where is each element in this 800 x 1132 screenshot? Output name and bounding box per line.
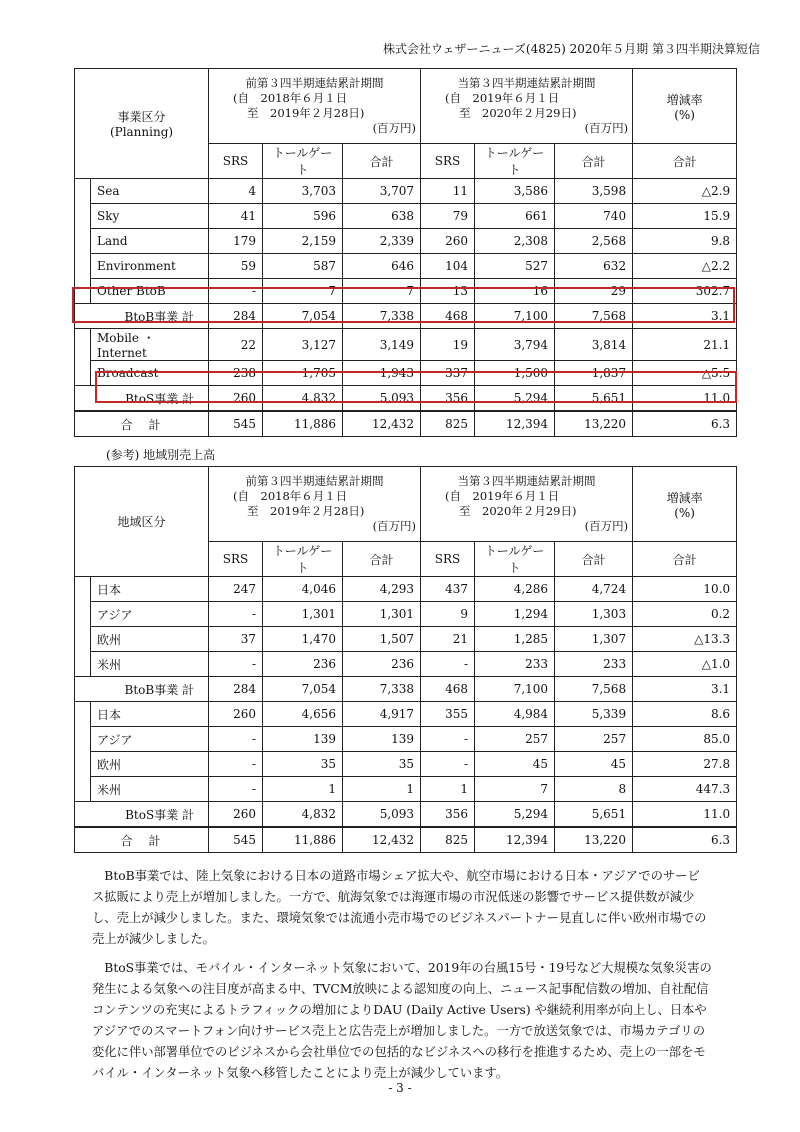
col-total: 合計 bbox=[633, 144, 737, 179]
segment-subheader: (Planning) bbox=[109, 125, 174, 139]
cell-c-tot: 632 bbox=[555, 254, 633, 279]
col-srs: SRS bbox=[421, 144, 475, 179]
cell-rate: 15.9 bbox=[633, 204, 737, 229]
cell-rate: 11.0 bbox=[633, 802, 737, 828]
subtotal-label: BtoB事業 計 bbox=[75, 677, 209, 702]
cell-rate: 9.8 bbox=[633, 229, 737, 254]
row-label: Mobile ・ Internet bbox=[91, 329, 209, 361]
cell-c-tot: 1,307 bbox=[555, 627, 633, 652]
row-label: Broadcast bbox=[91, 361, 209, 386]
col-tollgate: トールゲート bbox=[475, 542, 555, 577]
cell-p-srs: 22 bbox=[209, 329, 263, 361]
segment-header-cell bbox=[75, 69, 209, 179]
row-label: Environment bbox=[91, 254, 209, 279]
cell-p-srs: 4 bbox=[209, 179, 263, 204]
cell-p-tg: 1,301 bbox=[263, 602, 343, 627]
grand-label: 合 計 bbox=[75, 827, 209, 853]
indent-cell bbox=[75, 602, 91, 627]
cell-c-tot: 2,568 bbox=[555, 229, 633, 254]
cell-p-tg: 1,470 bbox=[263, 627, 343, 652]
cell-p-tot: 7,338 bbox=[343, 304, 421, 329]
cell-c-tot: 3,598 bbox=[555, 179, 633, 204]
cell-c-tg: 12,394 bbox=[475, 827, 555, 853]
cell-p-tg: 3,127 bbox=[263, 329, 343, 361]
cell-c-tg: 4,286 bbox=[475, 577, 555, 602]
cell-c-srs: 260 bbox=[421, 229, 475, 254]
grand-label: 合 計 bbox=[75, 411, 209, 437]
cell-p-tot: 1,301 bbox=[343, 602, 421, 627]
row-label: Other BtoB bbox=[91, 279, 209, 304]
table-row bbox=[75, 702, 737, 727]
table-row bbox=[75, 229, 737, 254]
cell-c-srs: 468 bbox=[421, 304, 475, 329]
btob-rows bbox=[75, 179, 737, 304]
col-total: 合計 bbox=[555, 542, 633, 577]
prev-period-header: 前第３四半期連結累計期間 (自 2018年６月１日 至 2019年２月28日) (百万円) bbox=[209, 467, 421, 542]
col-srs: SRS bbox=[209, 144, 263, 179]
cell-p-tot: 5,093 bbox=[343, 802, 421, 828]
cell-p-tot: 2,339 bbox=[343, 229, 421, 254]
col-srs: SRS bbox=[209, 542, 263, 577]
cell-p-srs: 59 bbox=[209, 254, 263, 279]
cell-c-srs: 337 bbox=[421, 361, 475, 386]
cell-rate: 27.8 bbox=[633, 752, 737, 777]
prev-period-header: 前第３四半期連結累計期間 (自 2018年６月１日 至 2019年２月28日) (百万円) bbox=[209, 69, 421, 144]
cell-rate: 6.3 bbox=[633, 827, 737, 853]
cell-p-tg: 1 bbox=[263, 777, 343, 802]
indent-cell bbox=[75, 179, 91, 204]
cell-p-tg: 236 bbox=[263, 652, 343, 677]
cell-c-tot: 5,651 bbox=[555, 802, 633, 828]
subtotal-label: BtoS事業 計 bbox=[75, 386, 209, 412]
btos-highlight-box bbox=[95, 371, 737, 403]
col-total: 合計 bbox=[555, 144, 633, 179]
curr-period-header: 当第３四半期連結累計期間 (自 2019年６月１日 至 2020年２月29日) (百万円) bbox=[421, 467, 633, 542]
cell-c-srs: 19 bbox=[421, 329, 475, 361]
row-label: Sky bbox=[91, 204, 209, 229]
cell-p-srs: - bbox=[209, 602, 263, 627]
cell-p-tg: 11,886 bbox=[263, 827, 343, 853]
indent-cell bbox=[75, 777, 91, 802]
cell-p-srs: 247 bbox=[209, 577, 263, 602]
cell-rate: 3.1 bbox=[633, 677, 737, 702]
cell-c-srs: 1 bbox=[421, 777, 475, 802]
cell-p-tg: 3,703 bbox=[263, 179, 343, 204]
subtotal-row bbox=[75, 802, 737, 828]
cell-c-tg: 661 bbox=[475, 204, 555, 229]
cell-c-tg: 1,294 bbox=[475, 602, 555, 627]
cell-c-tg: 4,984 bbox=[475, 702, 555, 727]
rate-header: 増減率 (%) bbox=[633, 467, 737, 542]
cell-c-srs: 9 bbox=[421, 602, 475, 627]
cell-c-tg: 45 bbox=[475, 752, 555, 777]
cell-p-tot: 638 bbox=[343, 204, 421, 229]
cell-p-tot: 3,707 bbox=[343, 179, 421, 204]
cell-c-tot: 4,724 bbox=[555, 577, 633, 602]
table-row bbox=[75, 602, 737, 627]
cell-c-tot: 257 bbox=[555, 727, 633, 752]
cell-rate: 85.0 bbox=[633, 727, 737, 752]
cell-p-srs: 41 bbox=[209, 204, 263, 229]
col-tollgate: トールゲート bbox=[263, 144, 343, 179]
cell-p-srs: 260 bbox=[209, 802, 263, 828]
cell-p-tot: 1,943 bbox=[343, 361, 421, 386]
cell-rate: △5.5 bbox=[633, 361, 737, 386]
cell-p-srs: - bbox=[209, 279, 263, 304]
cell-p-srs: - bbox=[209, 727, 263, 752]
cell-rate: 6.3 bbox=[633, 411, 737, 437]
cell-p-tot: 7 bbox=[343, 279, 421, 304]
cell-p-tot: 646 bbox=[343, 254, 421, 279]
row-label: 米州 bbox=[91, 652, 209, 677]
cell-p-tot: 12,432 bbox=[343, 827, 421, 853]
cell-p-srs: - bbox=[209, 652, 263, 677]
cell-p-tg: 587 bbox=[263, 254, 343, 279]
cell-p-srs: 260 bbox=[209, 386, 263, 412]
col-total: 合計 bbox=[343, 542, 421, 577]
region-grand-total-row bbox=[75, 827, 737, 853]
regional-caption: (参考) 地域別売上高 bbox=[106, 448, 216, 462]
col-total: 合計 bbox=[343, 144, 421, 179]
cell-c-tg: 7,100 bbox=[475, 304, 555, 329]
cell-c-srs: 11 bbox=[421, 179, 475, 204]
cell-p-srs: - bbox=[209, 752, 263, 777]
region-btos-total-row bbox=[75, 802, 737, 828]
btob-paragraph: BtoB事業では、陸上気象における日本の道路市場シェア拡大や、航空市場における日本・アジアでのサービス拡販により売上が増加しました。一方で、航海気象では海運市場の市況低迷の影響でサービス提供数が減少し、売上が減少しました。また、環境気象では流通小売市場でのビジネスパートナー見直しに伴い欧州市場での売上が減少しました。 bbox=[92, 869, 707, 946]
indent-cell bbox=[75, 329, 91, 361]
cell-p-srs: - bbox=[209, 777, 263, 802]
cell-p-tg: 596 bbox=[263, 204, 343, 229]
cell-p-tg: 7,054 bbox=[263, 677, 343, 702]
cell-c-srs: - bbox=[421, 752, 475, 777]
cell-c-tot: 740 bbox=[555, 204, 633, 229]
cell-c-tot: 3,814 bbox=[555, 329, 633, 361]
row-label: アジア bbox=[91, 602, 209, 627]
cell-c-tg: 2,308 bbox=[475, 229, 555, 254]
cell-c-tg: 7 bbox=[475, 777, 555, 802]
row-label: Land bbox=[91, 229, 209, 254]
cell-rate: △13.3 bbox=[633, 627, 737, 652]
table-row bbox=[75, 254, 737, 279]
cell-p-srs: 260 bbox=[209, 702, 263, 727]
cell-c-tot: 1,837 bbox=[555, 361, 633, 386]
cell-c-srs: 468 bbox=[421, 677, 475, 702]
btob-highlight-box bbox=[72, 287, 735, 323]
cell-p-tg: 4,046 bbox=[263, 577, 343, 602]
table-row bbox=[75, 777, 737, 802]
cell-p-tot: 4,917 bbox=[343, 702, 421, 727]
row-label: 米州 bbox=[91, 777, 209, 802]
cell-p-tg: 1,705 bbox=[263, 361, 343, 386]
cell-p-srs: 545 bbox=[209, 827, 263, 853]
subtotal-label: BtoB事業 計 bbox=[75, 304, 209, 329]
page-number: - 3 - bbox=[388, 1081, 412, 1095]
region-btob-total-row bbox=[75, 677, 737, 702]
cell-c-srs: 79 bbox=[421, 204, 475, 229]
row-label: 日本 bbox=[91, 702, 209, 727]
cell-rate: 302.7 bbox=[633, 279, 737, 304]
cell-c-srs: 437 bbox=[421, 577, 475, 602]
cell-p-srs: 545 bbox=[209, 411, 263, 437]
cell-rate: 447.3 bbox=[633, 777, 737, 802]
table-row bbox=[75, 329, 737, 361]
rate-header: 増減率 (%) bbox=[633, 69, 737, 144]
cell-c-srs: 825 bbox=[421, 411, 475, 437]
cell-c-srs: 356 bbox=[421, 386, 475, 412]
indent-cell bbox=[75, 727, 91, 752]
row-label: 欧州 bbox=[91, 752, 209, 777]
curr-period-header: 当第３四半期連結累計期間 (自 2019年６月１日 至 2020年２月29日) (百万円) bbox=[421, 69, 633, 144]
grand-row bbox=[75, 411, 737, 437]
row-label: アジア bbox=[91, 727, 209, 752]
cell-c-tg: 3,586 bbox=[475, 179, 555, 204]
indent-cell bbox=[75, 652, 91, 677]
table-row bbox=[75, 727, 737, 752]
cell-p-tg: 7 bbox=[263, 279, 343, 304]
col-srs: SRS bbox=[421, 542, 475, 577]
row-label: Sea bbox=[91, 179, 209, 204]
col-tollgate: トールゲート bbox=[475, 144, 555, 179]
cell-c-srs: 825 bbox=[421, 827, 475, 853]
cell-c-tg: 527 bbox=[475, 254, 555, 279]
grand-row bbox=[75, 827, 737, 853]
cell-p-tot: 236 bbox=[343, 652, 421, 677]
cell-c-srs: - bbox=[421, 652, 475, 677]
cell-p-tg: 4,656 bbox=[263, 702, 343, 727]
cell-c-tot: 5,651 bbox=[555, 386, 633, 412]
cell-c-tot: 233 bbox=[555, 652, 633, 677]
cell-c-tg: 16 bbox=[475, 279, 555, 304]
table-row bbox=[75, 752, 737, 777]
table-row bbox=[75, 179, 737, 204]
cell-c-srs: 104 bbox=[421, 254, 475, 279]
cell-c-srs: 356 bbox=[421, 802, 475, 828]
indent-cell bbox=[75, 702, 91, 727]
cell-c-tg: 3,794 bbox=[475, 329, 555, 361]
cell-rate: 3.1 bbox=[633, 304, 737, 329]
indent-cell bbox=[75, 577, 91, 602]
cell-c-tot: 13,220 bbox=[555, 411, 633, 437]
cell-c-tot: 5,339 bbox=[555, 702, 633, 727]
indent-cell bbox=[75, 229, 91, 254]
cell-p-tg: 2,159 bbox=[263, 229, 343, 254]
cell-p-tg: 139 bbox=[263, 727, 343, 752]
row-label: 日本 bbox=[91, 577, 209, 602]
cell-rate: △1.0 bbox=[633, 652, 737, 677]
cell-p-tg: 35 bbox=[263, 752, 343, 777]
document-header: 株式会社ウェザーニューズ(4825) 2020年５月期 第３四半期決算短信 bbox=[383, 42, 760, 56]
cell-c-srs: - bbox=[421, 727, 475, 752]
indent-cell bbox=[75, 204, 91, 229]
cell-p-srs: 284 bbox=[209, 677, 263, 702]
cell-c-tot: 45 bbox=[555, 752, 633, 777]
col-total: 合計 bbox=[633, 542, 737, 577]
indent-cell bbox=[75, 752, 91, 777]
cell-p-tot: 7,338 bbox=[343, 677, 421, 702]
row-label: 欧州 bbox=[91, 627, 209, 652]
cell-p-tot: 35 bbox=[343, 752, 421, 777]
segment-header: 事業区分 bbox=[117, 110, 166, 124]
cell-p-tot: 5,093 bbox=[343, 386, 421, 412]
regional-sales-table bbox=[74, 466, 737, 853]
cell-c-tg: 257 bbox=[475, 727, 555, 752]
cell-p-tot: 3,149 bbox=[343, 329, 421, 361]
table-row bbox=[75, 204, 737, 229]
cell-c-srs: 13 bbox=[421, 279, 475, 304]
cell-rate: 21.1 bbox=[633, 329, 737, 361]
cell-c-tg: 1,500 bbox=[475, 361, 555, 386]
cell-c-tot: 1,303 bbox=[555, 602, 633, 627]
cell-p-srs: 238 bbox=[209, 361, 263, 386]
table-row bbox=[75, 652, 737, 677]
cell-c-tot: 13,220 bbox=[555, 827, 633, 853]
table-row bbox=[75, 577, 737, 602]
cell-rate: 10.0 bbox=[633, 577, 737, 602]
cell-p-tg: 4,832 bbox=[263, 802, 343, 828]
btos-paragraph: BtoS事業では、モバイル・インターネット気象において、2019年の台風15号・19号など大規模な気象災害の発生による気象への注目度が高まる中、TVCM放映による認知度の向上、ニュース記事配信数の増加、自社配信コンテンツの充実によるトラフィックの増加によりDAU (Daily Active Users) や継続利用率が向上し、日本やアジアでのスマートフォン向けサービス売上と広告売上が増加しました。一方で放送気象では、市場カテゴリの変化に伴い部署単位でのビジネスから会社単位での包括的なビジネスへの移行を推進するため、売上の一部をモバイル・インターネット気象へ移管したことにより売上が減少しています。 bbox=[92, 961, 712, 1080]
cell-p-tot: 12,432 bbox=[343, 411, 421, 437]
cell-p-tg: 11,886 bbox=[263, 411, 343, 437]
cell-p-tot: 1 bbox=[343, 777, 421, 802]
region-btos-rows bbox=[75, 702, 737, 802]
cell-c-tg: 5,294 bbox=[475, 386, 555, 412]
indent-cell bbox=[75, 254, 91, 279]
region-btob-rows bbox=[75, 577, 737, 677]
cell-rate: 8.6 bbox=[633, 702, 737, 727]
cell-p-tot: 139 bbox=[343, 727, 421, 752]
cell-rate: 0.2 bbox=[633, 602, 737, 627]
region-header: 地域区分 bbox=[75, 467, 209, 577]
cell-c-tg: 5,294 bbox=[475, 802, 555, 828]
cell-rate: △2.9 bbox=[633, 179, 737, 204]
cell-p-srs: 37 bbox=[209, 627, 263, 652]
cell-p-tot: 1,507 bbox=[343, 627, 421, 652]
cell-c-tg: 7,100 bbox=[475, 677, 555, 702]
subtotal-label: BtoS事業 計 bbox=[75, 802, 209, 828]
cell-p-srs: 284 bbox=[209, 304, 263, 329]
table-row bbox=[75, 627, 737, 652]
cell-c-tot: 7,568 bbox=[555, 304, 633, 329]
cell-p-tot: 4,293 bbox=[343, 577, 421, 602]
cell-c-tg: 1,285 bbox=[475, 627, 555, 652]
cell-p-tg: 7,054 bbox=[263, 304, 343, 329]
cell-rate: △2.2 bbox=[633, 254, 737, 279]
cell-c-tot: 7,568 bbox=[555, 677, 633, 702]
cell-c-tot: 29 bbox=[555, 279, 633, 304]
cell-rate: 11.0 bbox=[633, 386, 737, 412]
col-tollgate: トールゲート bbox=[263, 542, 343, 577]
cell-c-srs: 355 bbox=[421, 702, 475, 727]
cell-c-tot: 8 bbox=[555, 777, 633, 802]
grand-total-row bbox=[75, 411, 737, 437]
cell-c-tg: 233 bbox=[475, 652, 555, 677]
cell-p-tg: 4,832 bbox=[263, 386, 343, 412]
indent-cell bbox=[75, 627, 91, 652]
indent-cell bbox=[75, 361, 91, 386]
cell-c-srs: 21 bbox=[421, 627, 475, 652]
cell-p-srs: 179 bbox=[209, 229, 263, 254]
subtotal-row bbox=[75, 677, 737, 702]
cell-c-tg: 12,394 bbox=[475, 411, 555, 437]
